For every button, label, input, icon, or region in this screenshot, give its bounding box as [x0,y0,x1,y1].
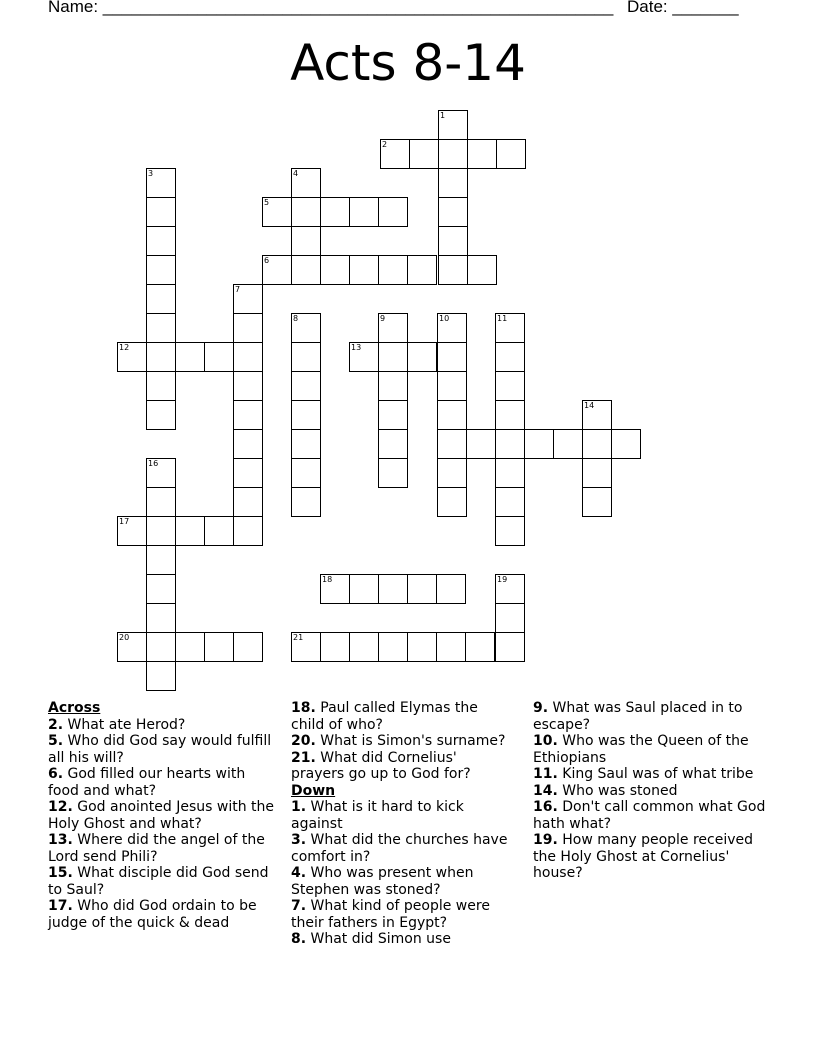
grid-cell[interactable] [495,603,525,633]
grid-cell[interactable] [582,458,612,488]
grid-cell[interactable] [467,139,497,169]
grid-cell[interactable] [233,400,263,430]
grid-cell[interactable] [233,429,263,459]
clue-number: 18 [322,575,333,584]
date-field-label: Date: _______ [627,0,739,16]
clue-number: 14 [584,401,595,410]
grid-cell[interactable] [204,516,234,546]
clue-across-18: 18. Paul called Elymas the child of who? [291,700,478,733]
grid-cell-19[interactable] [495,574,525,604]
grid-cell[interactable] [146,371,176,401]
grid-cell[interactable] [233,516,263,546]
grid-cell[interactable] [146,516,176,546]
clue-number: 19 [497,575,508,584]
clue-across-13: 13. Where did the angel of the Lord send Phili? [48,832,265,865]
grid-cell[interactable] [495,342,525,372]
grid-cell[interactable] [146,284,176,314]
clue-down-19: 19. How many people received the Holy Ghost at Cornelius' house? [533,832,754,881]
clue-number: 16 [148,459,159,468]
grid-cell-9[interactable] [378,313,408,343]
clue-down-4: 4. Who was present when Stephen was stoned? [291,865,474,898]
grid-cell-13[interactable] [349,342,379,372]
clue-number: 4 [293,169,299,178]
grid-cell[interactable] [146,342,176,372]
clue-down-16: 16. Don't call common what God hath what? [533,799,766,832]
clue-number: 21 [293,633,304,642]
clue-down-14: 14. Who was stoned [533,782,678,799]
grid-cell[interactable] [553,429,583,459]
clue-across-2: 2. What ate Herod? [48,716,186,733]
grid-cell[interactable] [233,487,263,517]
grid-cell[interactable] [146,197,176,227]
grid-cell-7[interactable] [233,284,263,314]
grid-cell[interactable] [409,139,439,169]
grid-cell[interactable] [291,371,321,401]
grid-cell[interactable] [175,516,205,546]
clue-down-9: 9. What was Saul placed in to escape? [533,700,743,733]
grid-cell-21[interactable] [291,632,321,662]
grid-cell[interactable] [320,632,350,662]
grid-cell[interactable] [291,226,321,256]
grid-cell[interactable] [438,255,468,285]
clue-across-20: 20. What is Simon's surname? [291,733,506,749]
grid-cell[interactable] [233,371,263,401]
grid-cell[interactable] [291,342,321,372]
name-field-label: Name: ______________________________________________________ [48,0,614,16]
grid-cell[interactable] [146,603,176,633]
grid-cell[interactable] [582,487,612,517]
grid-cell[interactable] [204,632,234,662]
grid-cell[interactable] [437,429,467,459]
grid-cell[interactable] [407,632,437,662]
clue-across-12: 12. God anointed Jesus with the Holy Ghost and what? [48,799,275,832]
clue-down-8: 8. What did Simon use [291,931,451,947]
grid-cell-8[interactable] [291,313,321,343]
grid-cell[interactable] [436,574,466,604]
grid-cell-12[interactable] [117,342,147,372]
grid-cell[interactable] [495,371,525,401]
grid-cell[interactable] [436,632,466,662]
grid-cell-6[interactable] [262,255,292,285]
grid-cell[interactable] [320,197,350,227]
grid-cell-11[interactable] [495,313,525,343]
page-title: Acts 8-14 [290,34,526,92]
clue-number: 12 [119,343,130,352]
grid-cell[interactable] [378,255,408,285]
grid-cell[interactable] [378,574,408,604]
grid-cell[interactable] [291,400,321,430]
clue-number: 5 [264,198,270,207]
grid-cell[interactable] [437,487,467,517]
clue-number: 2 [382,140,388,149]
grid-cell[interactable] [175,342,205,372]
grid-cell[interactable] [407,342,437,372]
grid-cell-14[interactable] [582,400,612,430]
grid-cell[interactable] [204,342,234,372]
grid-cell[interactable] [233,458,263,488]
grid-cell[interactable] [146,226,176,256]
clue-number: 10 [439,314,450,323]
clue-number: 7 [235,285,241,294]
grid-cell[interactable] [349,632,379,662]
clue-across-21: 21. What did Cornelius' prayers go up to God for? [291,749,471,782]
grid-cell[interactable] [437,371,467,401]
grid-cell[interactable] [291,487,321,517]
grid-cell[interactable] [495,516,525,546]
grid-cell-20[interactable] [117,632,147,662]
grid-cell[interactable] [291,429,321,459]
clue-down-1: 1. What is it hard to kick against [291,799,464,832]
grid-cell[interactable] [146,487,176,517]
grid-cell[interactable] [378,429,408,459]
grid-cell-4[interactable] [291,168,321,198]
grid-cell[interactable] [378,400,408,430]
grid-cell[interactable] [438,226,468,256]
grid-cell[interactable] [146,661,176,691]
grid-cell-18[interactable] [320,574,350,604]
grid-cell[interactable] [320,255,350,285]
grid-cell[interactable] [146,545,176,575]
clue-number: 20 [119,633,130,642]
grid-cell[interactable] [495,400,525,430]
grid-cell[interactable] [233,632,263,662]
grid-cell[interactable] [466,429,496,459]
grid-cell[interactable] [378,342,408,372]
clue-number: 3 [148,169,154,178]
clue-number: 9 [380,314,386,323]
grid-cell[interactable] [349,197,379,227]
across-heading: Across [48,700,101,716]
grid-cell[interactable] [349,574,379,604]
grid-cell[interactable] [378,197,408,227]
clue-number: 13 [351,343,362,352]
clue-number: 6 [264,256,270,265]
grid-cell[interactable] [495,632,525,662]
clue-down-11: 11. King Saul was of what tribe [533,766,754,782]
grid-cell[interactable] [582,429,612,459]
grid-cell[interactable] [146,632,176,662]
grid-cell[interactable] [233,313,263,343]
grid-cell[interactable] [407,574,437,604]
grid-cell[interactable] [438,197,468,227]
grid-cell[interactable] [495,429,525,459]
grid-cell[interactable] [438,139,468,169]
grid-cell[interactable] [467,255,497,285]
grid-cell-17[interactable] [117,516,147,546]
grid-cell[interactable] [437,400,467,430]
grid-cell[interactable] [495,487,525,517]
clue-down-7: 7. What kind of people were their fathers in Egypt? [291,898,490,931]
grid-cell[interactable] [175,632,205,662]
clue-number: 8 [293,314,299,323]
grid-cell[interactable] [438,168,468,198]
clue-number: 11 [497,314,508,323]
clue-number: 1 [440,111,446,120]
grid-cell-3[interactable] [146,168,176,198]
clue-across-17: 17. Who did God ordain to be judge of the quick & dead [48,898,257,931]
clue-across-15: 15. What disciple did God send to Saul? [48,865,269,898]
clues-column-2 [291,700,513,948]
grid-cell[interactable] [437,458,467,488]
clue-across-6: 6. God filled our hearts with food and what? [48,766,246,799]
grid-cell[interactable] [146,313,176,343]
clues-column-1 [48,700,280,931]
grid-cell[interactable] [378,371,408,401]
clue-down-3: 3. What did the churches have comfort in? [291,832,508,865]
grid-cell[interactable] [233,342,263,372]
grid-cell[interactable] [465,632,495,662]
clue-across-5: 5. Who did God say would fulfill all his will? [48,733,272,766]
grid-cell[interactable] [611,429,641,459]
grid-cell[interactable] [291,255,321,285]
grid-cell-1[interactable] [438,110,468,140]
grid-cell-2[interactable] [380,139,410,169]
grid-cell[interactable] [291,197,321,227]
grid-cell[interactable] [349,255,379,285]
clues-column-3 [533,700,773,882]
grid-cell[interactable] [378,458,408,488]
grid-cell-10[interactable] [437,313,467,343]
grid-cell[interactable] [407,255,437,285]
clue-down-10: 10. Who was the Queen of the Ethiopians [533,733,749,766]
clue-number: 17 [119,517,130,526]
grid-cell[interactable] [524,429,554,459]
grid-cell[interactable] [146,400,176,430]
grid-cell[interactable] [495,458,525,488]
grid-cell[interactable] [437,342,467,372]
grid-cell[interactable] [291,458,321,488]
grid-cell[interactable] [146,574,176,604]
down-heading: Down [291,782,336,799]
grid-cell[interactable] [378,632,408,662]
grid-cell[interactable] [496,139,526,169]
grid-cell[interactable] [146,255,176,285]
grid-cell-5[interactable] [262,197,292,227]
grid-cell-16[interactable] [146,458,176,488]
